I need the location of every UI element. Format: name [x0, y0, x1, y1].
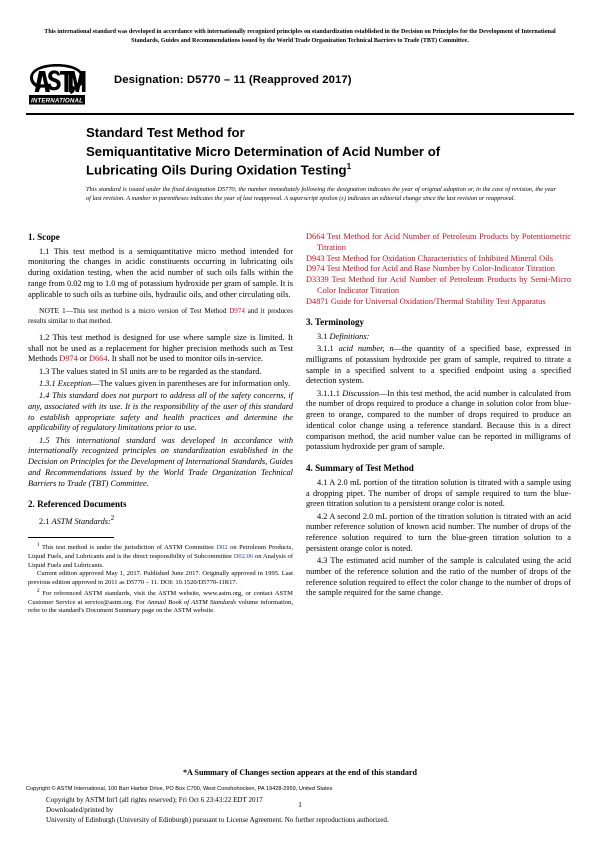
wto-preamble: This international standard was developed in accordance with internationally recognized principles on standardization established in the Decision on Principles for the Development of International Standards, Guides and Recommendations issued by the World Trade Organization Technical Barriers to Trade (TBT) Committee.	[44, 29, 556, 45]
license-line-1: Copyright by ASTM Int'l (all rights reserved); Fri Oct 6 23:43:22 EDT 2017	[46, 796, 263, 804]
para-1-3-1: 1.3.1 Exception—The values given in parentheses are for information only.	[39, 378, 291, 388]
footnote-marker-2: 2	[110, 514, 115, 522]
ref-id: D3339	[306, 275, 329, 284]
note-1-label: NOTE 1	[39, 306, 66, 316]
footnote-rule	[28, 537, 114, 538]
para-1-3-1-label: 1.3.1 Exception	[39, 378, 92, 388]
footnote-1: $^1$ This test method is under the jurisdiction of ASTM Committee D02 on Petroleum Products, Liquid Fuels, and Lubricants and is the direct responsibility of Subcommittee D02.06 on Analysis of Liquid Fuels and Lubricants.	[28, 542, 293, 569]
footnote-2: $^2$ For referenced ASTM standards, visit the ASTM website, www.astm.org, or contact ASTM Customer Service at service@astm.org. For Annual Book of ASTM Standards volume information, refer to the standard's Document Summary page on the ASTM website.	[28, 587, 293, 615]
masthead	[26, 62, 574, 112]
ref-title: Guide for Universal Oxidation/Thermal Stability Test Apparatus	[330, 296, 546, 306]
license-line-3: University of Edinburgh (University of Edinburgh) pursuant to License Agreement. No further reproductions authorized.	[46, 816, 389, 825]
link-d664[interactable]: D664	[88, 354, 108, 364]
para-3-1: 3.1 Definitions:	[317, 331, 370, 341]
link-d974-note[interactable]: D974	[229, 307, 245, 316]
left-column	[28, 232, 293, 616]
para-4-2: 4.2 A second 2.0 mL portion of the titration solution is titrated with an acid number reference solution of known acid number. The number of drops of the reference solution required to turn the blue-green titration solution to a persistent orange color is noted.	[306, 511, 571, 553]
heading-scope: 1. Scope	[28, 232, 60, 242]
para-3-1-1: 3.1.1 acid number, n—the quantity of a specified base, expressed in milligrams of potassium hydroxide per gram of sample, required to titrate a sample in a specified solvent to a specified endpoint using a specified detection system.	[306, 344, 571, 386]
link-d974[interactable]: D974	[59, 354, 78, 364]
para-3-1-1-1: 3.1.1.1 Discussion—In this test method, the acid number is calculated from the number of drops required to produce a change in solution color from blue-green to orange, compared to the number of drops required to produce an identical color change using a reference standard. Because this is a direct comparison method, the acid number value can be reported in milligrams of potassium hydroxide per gram of sample.	[306, 388, 571, 452]
para-4-3: 4.3 The estimated acid number of the sample is calculated using the acid number of the reference solution and the ratio of the number of drops of the reference solution required to effect the color change to the number of drops of the sample required for the same change.	[306, 556, 571, 598]
title-line-3: Lubricating Oils During Oxidation Testing$^1$	[86, 162, 352, 178]
para-1-3: 1.3 The values stated in SI units are to be regarded as the standard.	[39, 366, 262, 376]
ref-id: D4871	[306, 296, 329, 306]
list-item[interactable]	[306, 254, 571, 265]
title-line-1: Standard Test Method for	[86, 125, 245, 140]
title-line-2: Semiquantitative Micro Determination of Acid Number of	[86, 143, 441, 159]
heading-referenced-documents: 2. Referenced Documents	[28, 499, 127, 510]
list-item[interactable]	[306, 297, 571, 308]
discussion-label: Discussion	[342, 388, 379, 398]
link-d02-06[interactable]: D02.06	[233, 553, 254, 561]
ref-id: D943	[306, 253, 325, 263]
para-1-4: 1.4 This standard does not purport to address all of the safety concerns, if any, associated with its use. It is the responsibility of the user of this standard to establish appropriate safety and health practices and determine the applicability of regulatory limitations prior to use.	[28, 391, 293, 433]
issued-under-note: This standard is issued under the fixed designation D5770; the number immediately following the designation indicates the year of original adoption or, in the case of revision, the year of last revision. A number in parentheses indicates the year of last reapproval. A superscript epsilon (ε) indicates an editorial change since the last revision or reapproval.	[86, 186, 556, 203]
ref-title: Test Method for Oxidation Characteristics of Inhibited Mineral Oils	[326, 253, 553, 263]
ref-title: Test Method for Acid Number of Petroleum Products by Potentiometric Titration	[317, 232, 571, 252]
para-4-1: 4.1 A 2.0 mL portion of the titration solution is titrated with a sample using a dropping pipet. The number of drops of sample required to turn the blue-green titration solution to a persistent orange color is noted.	[306, 477, 571, 509]
designation-text: Designation: D5770 – 11 (Reapproved 2017)	[114, 74, 352, 86]
summary-of-changes-note: *A Summary of Changes section appears at the end of this standard	[182, 768, 418, 777]
document-title	[86, 124, 556, 181]
heading-terminology: 3. Terminology	[306, 317, 365, 328]
masthead-rule	[26, 113, 574, 115]
right-column	[306, 232, 571, 599]
page-number: 1	[298, 800, 302, 809]
footnote-current-edition: Current edition approved May 1, 2017. Published June 2017. Originally approved in 1995. Last previous edition approved in 2011 as D5770 – 11. DOI: 10.1520/D5770-11R17.	[28, 570, 293, 587]
ref-title: Test Method for Acid Number of Petroleum Products by Semi-Micro Color Indicator Titration	[317, 275, 571, 295]
link-d02[interactable]: D02	[216, 544, 228, 552]
license-block	[46, 795, 566, 826]
heading-summary-of-test-method: 4. Summary of Test Method	[306, 463, 414, 474]
term-acid-number: acid number, n	[338, 344, 394, 354]
list-item[interactable]	[306, 264, 571, 275]
list-item[interactable]	[306, 232, 571, 254]
astm-standards-label: ASTM Standards:	[51, 516, 111, 526]
astm-logo-icon	[26, 62, 88, 108]
para-1-1: 1.1 This test method is a semiquantitative micro method intended for monitoring the changes in acidic constituents occurring in lubricating oils during oxidation testing, when the acid number of such oils falls within the range from 0.02 mg to 1.0 mg of potassium hydroxide per gram of sample. It is applicable to such oils as turbine oils, hydraulic oils, and other circulating oils.	[28, 246, 293, 299]
para-2-1: 2.1 ASTM Standards:$^2$	[39, 514, 115, 526]
note-1: NOTE 1—This test method is a micro version of Test Method D974 and it produces results similar to that method.	[28, 306, 293, 325]
title-footnote-marker: 1	[346, 162, 352, 172]
para-1-5: 1.5 This international standard was developed in accordance with internationally recognized principles on standardization established in the Decision on Principles for the Development of International Standards, Guides and Recommendations issued by the World Trade Organization Technical Barriers to Trade (TBT) Committee.	[28, 435, 293, 488]
copyright-line: Copyright © ASTM International, 100 Barr Harbor Drive, PO Box C700, West Conshohocken, PA 19428-2959, United States	[26, 786, 333, 792]
para-1-2: 1.2 This test method is designed for use where sample size is limited. It shall not be used as a replacement for higher precision methods such as Test Methods D974 or D664. It shall not be used to monitor oils in-service.	[28, 332, 293, 364]
ref-id: D974	[306, 264, 325, 274]
footnotes	[28, 542, 293, 615]
license-line-2: Downloaded/printed by	[46, 806, 114, 815]
referenced-documents-list	[306, 232, 571, 307]
ref-id: D664	[306, 232, 325, 241]
definitions-label: Definitions:	[329, 331, 370, 341]
list-item[interactable]	[306, 275, 571, 297]
svg-text:INTERNATIONAL: INTERNATIONAL	[30, 97, 84, 105]
ref-title: Test Method for Acid and Base Number by Color-Indicator Titration	[326, 264, 555, 274]
